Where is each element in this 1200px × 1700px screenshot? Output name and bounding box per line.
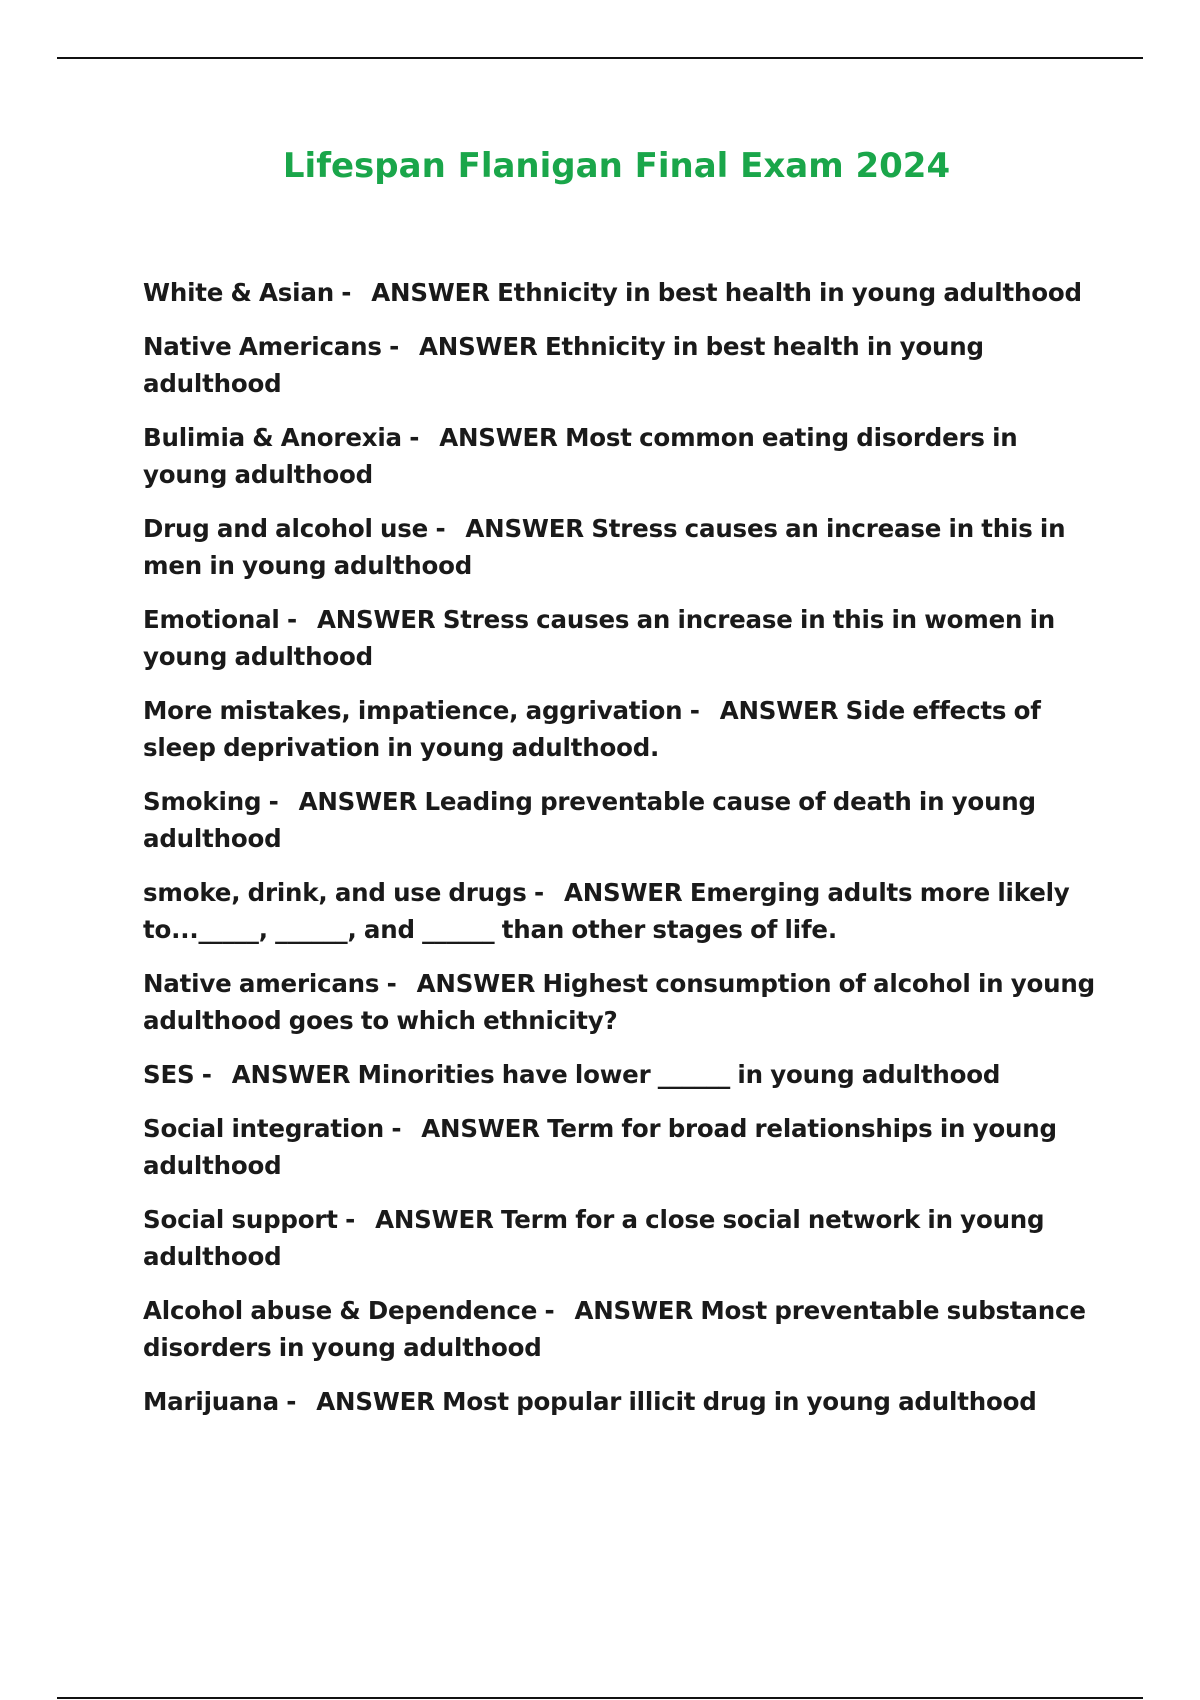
qa-item: [143, 1292, 1103, 1366]
qa-answer: Minorities have lower ______ in young adulthood: [357, 1060, 1001, 1089]
qa-term: Drug and alcohol use: [143, 514, 429, 543]
qa-term: Emotional: [143, 605, 280, 634]
qa-term: Native americans: [143, 969, 380, 998]
qa-separator: -: [341, 278, 352, 307]
qa-answer: Ethnicity in best health in young adulthood: [497, 278, 1082, 307]
qa-answer-label: ANSWER: [231, 1060, 351, 1089]
qa-answer: Term for a close social network in young adulthood: [143, 1205, 1045, 1271]
qa-answer-label: ANSWER: [574, 1296, 693, 1325]
qa-answer: Side effects of sleep deprivation in young adulthood.: [143, 696, 1041, 762]
qa-answer: Highest consumption of alcohol in young adulthood goes to which ethnicity?: [143, 969, 1095, 1035]
qa-term: smoke, drink, and use drugs: [143, 878, 527, 907]
qa-answer-label: ANSWER: [719, 696, 839, 725]
qa-item: [143, 965, 1103, 1039]
qa-separator: -: [286, 605, 297, 634]
qa-separator: -: [286, 1387, 297, 1416]
qa-answer-label: ANSWER: [316, 1387, 435, 1416]
qa-separator: -: [268, 787, 279, 816]
qa-separator: -: [389, 332, 400, 361]
qa-separator: -: [689, 696, 700, 725]
qa-answer: Term for broad relationships in young adulthood: [143, 1114, 1057, 1180]
qa-item: [143, 274, 1103, 311]
qa-term: Bulimia & Anorexia: [143, 423, 402, 452]
qa-answer-label: ANSWER: [298, 787, 418, 816]
qa-item: [143, 1201, 1103, 1275]
qa-answer-label: ANSWER: [419, 332, 538, 361]
qa-separator: -: [201, 1060, 212, 1089]
qa-term: More mistakes, impatience, aggrivation: [143, 696, 683, 725]
qa-answer-label: ANSWER: [563, 878, 683, 907]
qa-answer: Most common eating disorders in young adulthood: [143, 423, 1018, 489]
top-rule: [57, 57, 1143, 59]
qa-separator: -: [533, 878, 544, 907]
qa-answer-label: ANSWER: [375, 1205, 494, 1234]
qa-answer-label: ANSWER: [416, 969, 536, 998]
qa-answer-label: ANSWER: [421, 1114, 540, 1143]
qa-term: Social integration: [143, 1114, 384, 1143]
qa-answer: Stress causes an increase in this in men in young adulthood: [143, 514, 1066, 580]
qa-answer: Leading preventable cause of death in young adulthood: [143, 787, 1036, 853]
qa-term: Native Americans: [143, 332, 382, 361]
qa-item: [143, 601, 1103, 675]
qa-item: [143, 1056, 1103, 1093]
qa-separator: -: [345, 1205, 356, 1234]
qa-term: Social support: [143, 1205, 338, 1234]
qa-item: [143, 328, 1103, 402]
qa-item: [143, 510, 1103, 584]
qa-separator: -: [544, 1296, 555, 1325]
qa-term: Smoking: [143, 787, 262, 816]
qa-item: [143, 1110, 1103, 1184]
qa-separator: -: [409, 423, 420, 452]
qa-answer-label: ANSWER: [439, 423, 558, 452]
document-title: Lifespan Flanigan Final Exam 2024: [282, 146, 951, 186]
qa-item: [143, 692, 1103, 766]
qa-answer: Stress causes an increase in this in women in young adulthood: [143, 605, 1056, 671]
qa-answer: Most popular illicit drug in young adulthood: [442, 1387, 1037, 1416]
qa-term: Alcohol abuse & Dependence: [143, 1296, 538, 1325]
qa-answer: Most preventable substance disorders in young adulthood: [143, 1296, 1086, 1362]
qa-answer: Emerging adults more likely to..._____, ______, and ______ than other stages of life.: [143, 878, 1070, 944]
qa-item: [143, 419, 1103, 493]
qa-separator: -: [386, 969, 397, 998]
qa-item: [143, 783, 1103, 857]
qa-separator: -: [391, 1114, 402, 1143]
qa-term: White & Asian: [143, 278, 334, 307]
qa-item: [143, 874, 1103, 948]
qa-term: Marijuana: [143, 1387, 279, 1416]
qa-answer-label: ANSWER: [465, 514, 584, 543]
qa-answer: Ethnicity in best health in young adulthood: [143, 332, 984, 398]
qa-item: [143, 1383, 1103, 1420]
qa-list: [143, 274, 1103, 1437]
qa-term: SES: [143, 1060, 195, 1089]
qa-answer-label: ANSWER: [371, 278, 490, 307]
qa-answer-label: ANSWER: [316, 605, 436, 634]
qa-separator: -: [435, 514, 446, 543]
bottom-rule: [57, 1697, 1143, 1699]
